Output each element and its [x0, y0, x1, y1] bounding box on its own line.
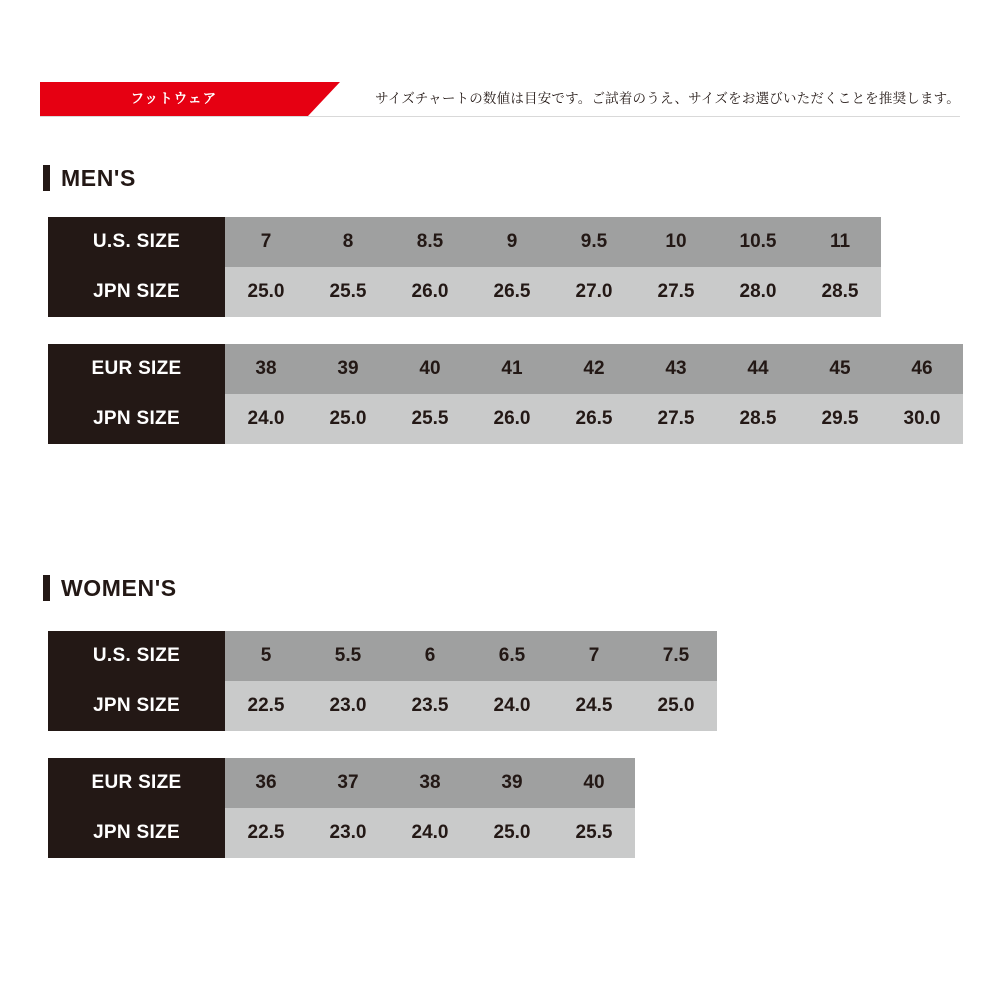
size-cell: 22.5 [225, 808, 307, 858]
size-cell: 28.5 [799, 267, 881, 317]
size-cell: 26.5 [471, 267, 553, 317]
size-cell: 6.5 [471, 631, 553, 681]
size-table-womens-us [48, 631, 717, 731]
size-cell: 40 [389, 344, 471, 394]
size-cell: 27.5 [635, 267, 717, 317]
section-heading-mens [43, 164, 136, 192]
size-cell: 46 [881, 344, 963, 394]
size-cell: 44 [717, 344, 799, 394]
size-cell: 8 [307, 217, 389, 267]
row-header: EUR SIZE [48, 344, 225, 394]
size-cell: 24.0 [471, 681, 553, 731]
size-cell: 39 [307, 344, 389, 394]
size-cell: 25.0 [225, 267, 307, 317]
size-cell: 28.0 [717, 267, 799, 317]
size-cell: 43 [635, 344, 717, 394]
row-header: JPN SIZE [48, 681, 225, 731]
size-cell: 25.5 [389, 394, 471, 444]
size-table-mens-us [48, 217, 881, 317]
size-cell: 26.5 [553, 394, 635, 444]
section-heading-label: WOMEN'S [61, 574, 177, 601]
row-header: U.S. SIZE [48, 631, 225, 681]
size-cell: 25.0 [471, 808, 553, 858]
banner-divider [40, 116, 960, 117]
size-cell: 26.0 [389, 267, 471, 317]
size-cell: 8.5 [389, 217, 471, 267]
section-heading-label: MEN'S [61, 164, 136, 191]
size-cell: 42 [553, 344, 635, 394]
size-cell: 25.5 [307, 267, 389, 317]
size-cell: 7 [553, 631, 635, 681]
size-cell: 45 [799, 344, 881, 394]
size-cell: 11 [799, 217, 881, 267]
row-header: JPN SIZE [48, 808, 225, 858]
size-cell: 38 [389, 758, 471, 808]
size-cell: 25.5 [553, 808, 635, 858]
size-cell: 9 [471, 217, 553, 267]
size-cell: 9.5 [553, 217, 635, 267]
size-cell: 10.5 [717, 217, 799, 267]
table-row [48, 394, 963, 444]
heading-accent-bar [43, 165, 50, 191]
size-cell: 28.5 [717, 394, 799, 444]
size-cell: 29.5 [799, 394, 881, 444]
table-row [48, 344, 963, 394]
size-cell: 41 [471, 344, 553, 394]
table-row [48, 758, 635, 808]
size-cell: 36 [225, 758, 307, 808]
heading-accent-bar [43, 575, 50, 601]
size-cell: 7 [225, 217, 307, 267]
size-table-womens-eur [48, 758, 635, 858]
size-cell: 39 [471, 758, 553, 808]
size-cell: 27.5 [635, 394, 717, 444]
size-cell: 26.0 [471, 394, 553, 444]
size-cell: 24.5 [553, 681, 635, 731]
size-cell: 23.5 [389, 681, 471, 731]
size-cell: 7.5 [635, 631, 717, 681]
size-cell: 25.0 [307, 394, 389, 444]
table-row [48, 631, 717, 681]
size-cell: 24.0 [225, 394, 307, 444]
section-heading-womens [43, 574, 177, 602]
size-cell: 25.0 [635, 681, 717, 731]
size-cell: 37 [307, 758, 389, 808]
size-cell: 27.0 [553, 267, 635, 317]
size-cell: 23.0 [307, 808, 389, 858]
table-row [48, 217, 881, 267]
size-cell: 5.5 [307, 631, 389, 681]
table-row [48, 267, 881, 317]
row-header: JPN SIZE [48, 267, 225, 317]
banner-category-label: フットウェア [130, 91, 218, 106]
size-cell: 40 [553, 758, 635, 808]
size-cell: 5 [225, 631, 307, 681]
header-banner [40, 82, 960, 116]
size-cell: 22.5 [225, 681, 307, 731]
table-row [48, 808, 635, 858]
size-cell: 6 [389, 631, 471, 681]
table-row [48, 681, 717, 731]
size-table-mens-eur [48, 344, 963, 444]
size-cell: 30.0 [881, 394, 963, 444]
size-cell: 23.0 [307, 681, 389, 731]
banner-note-text: サイズチャートの数値は目安です。ご試着のうえ、サイズをお選びいただくことを推奨します。 [375, 91, 960, 106]
size-cell: 38 [225, 344, 307, 394]
size-cell: 10 [635, 217, 717, 267]
row-header: U.S. SIZE [48, 217, 225, 267]
row-header: EUR SIZE [48, 758, 225, 808]
size-cell: 24.0 [389, 808, 471, 858]
row-header: JPN SIZE [48, 394, 225, 444]
